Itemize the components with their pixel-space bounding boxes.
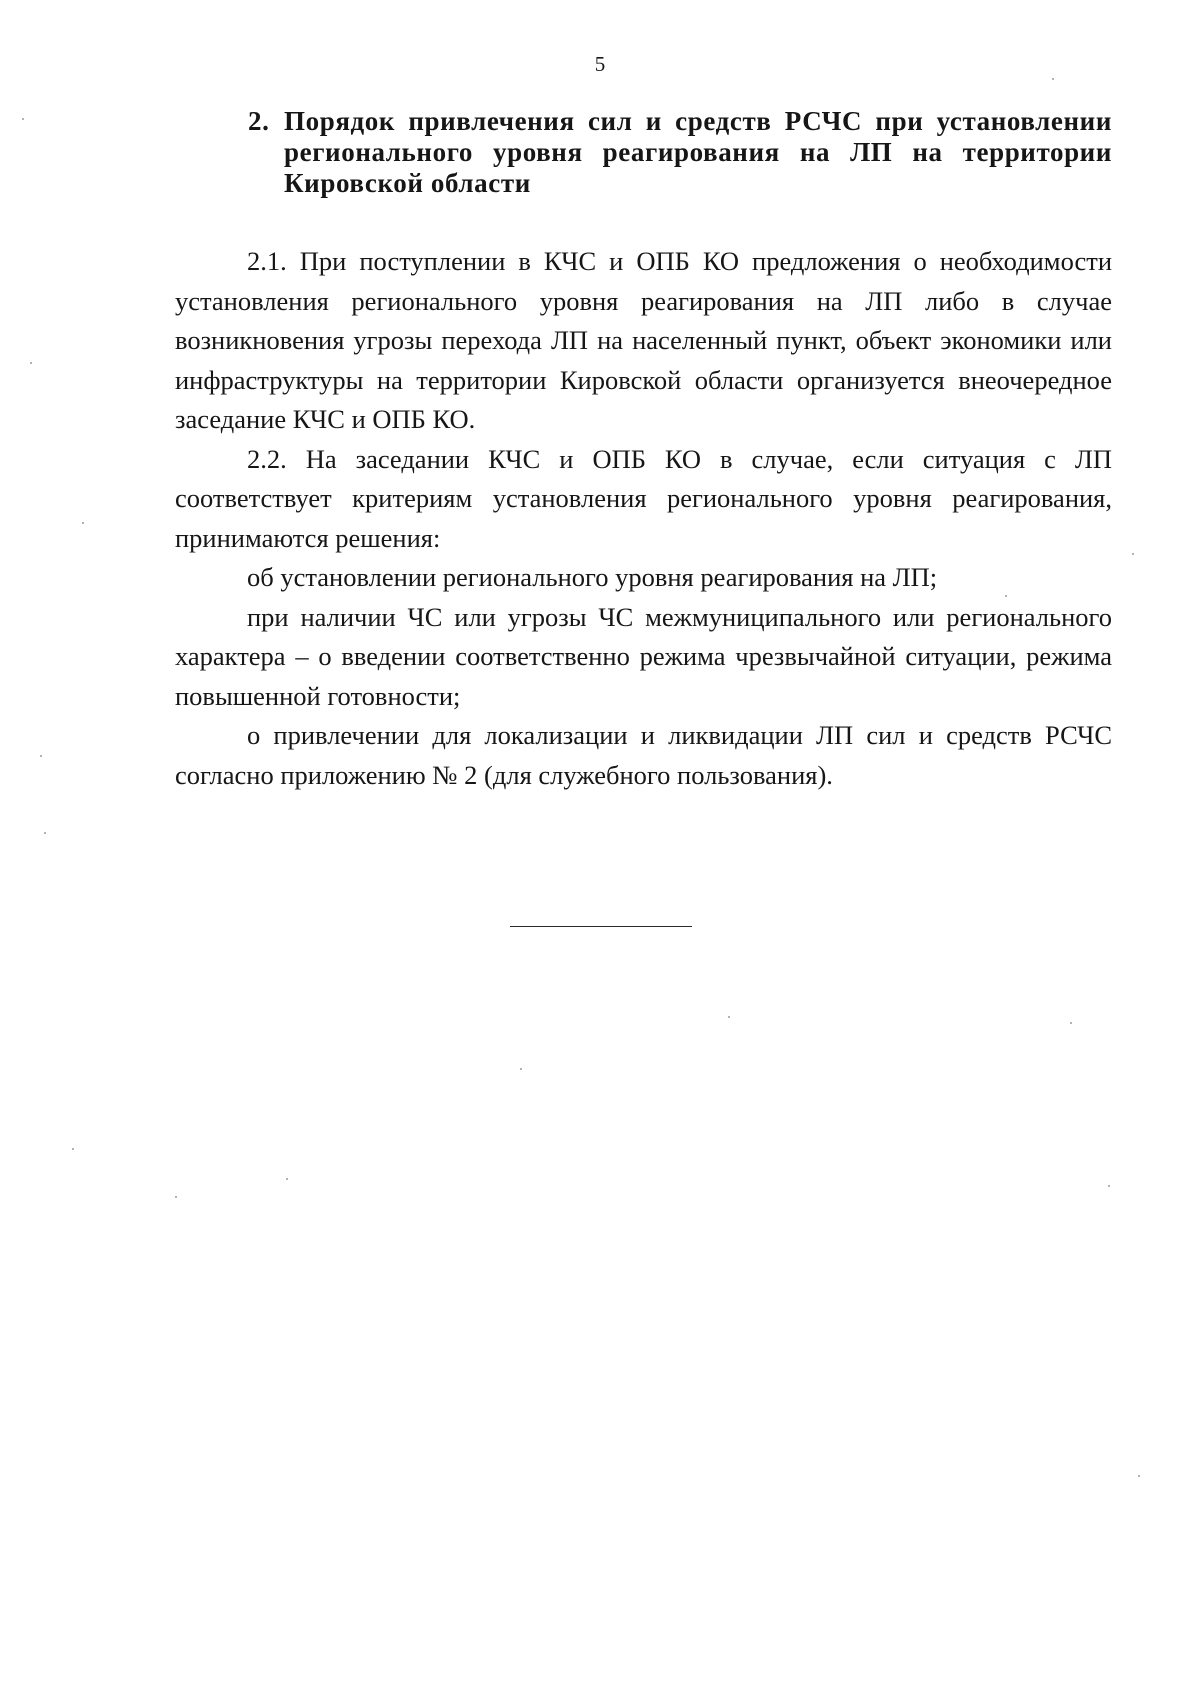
scan-speck	[44, 832, 46, 834]
paragraph-2-2: 2.2. На заседании КЧС и ОПБ КО в случае, если ситуация с ЛП соответствует критериям установления регионального уровня реагирования, принимаются решения:	[175, 443, 1112, 553]
section-heading	[248, 106, 1112, 199]
heading-line-1	[248, 106, 1112, 137]
scan-speck	[72, 1148, 74, 1150]
paragraph-2-1: 2.1. При поступлении в КЧС и ОПБ КО предложения о необходимости установления регионального уровня реагирования на ЛП либо в случае возникновения угрозы перехода ЛП на населенный пункт, объект экономики или инфраструктуры на территории Кировской области организуется внеочередное заседание КЧС и ОПБ КО.	[175, 246, 1112, 434]
scan-speck	[1052, 78, 1054, 80]
scan-speck	[175, 1196, 177, 1198]
decision-item-1: об установлении регионального уровня реагирования на ЛП;	[247, 562, 938, 592]
scan-speck	[520, 1068, 522, 1070]
end-rule-divider	[510, 926, 692, 927]
scan-speck	[286, 1178, 288, 1180]
heading-line-3: Кировской области	[284, 168, 531, 198]
scan-speck	[1138, 1475, 1140, 1477]
decision-item-2: при наличии ЧС или угрозы ЧС межмуниципального или регионального характера – о введении соответственно режима чрезвычайной ситуации, режима повышенной готовности;	[175, 601, 1112, 711]
scan-speck	[82, 522, 84, 524]
decision-item-3: о привлечении для локализации и ликвидации ЛП сил и средств РСЧС согласно приложению № 2 (для служебного пользования).	[175, 720, 1112, 790]
scan-speck	[1108, 1185, 1110, 1187]
heading-line-2: регионального уровня реагирования на ЛП на территории	[284, 137, 1112, 167]
scan-speck	[728, 1016, 730, 1018]
body-text	[175, 242, 1112, 795]
page-number: 5	[594, 52, 606, 76]
scan-speck	[22, 118, 24, 120]
heading-line-1-text: Порядок привлечения сил и средств РСЧС при установлении	[284, 106, 1112, 136]
scan-speck	[1070, 1022, 1072, 1024]
scan-speck	[40, 755, 42, 757]
scan-speck	[30, 362, 32, 364]
scan-speck	[1132, 553, 1134, 555]
heading-number: 2.	[248, 106, 270, 136]
scan-speck	[1005, 595, 1007, 597]
